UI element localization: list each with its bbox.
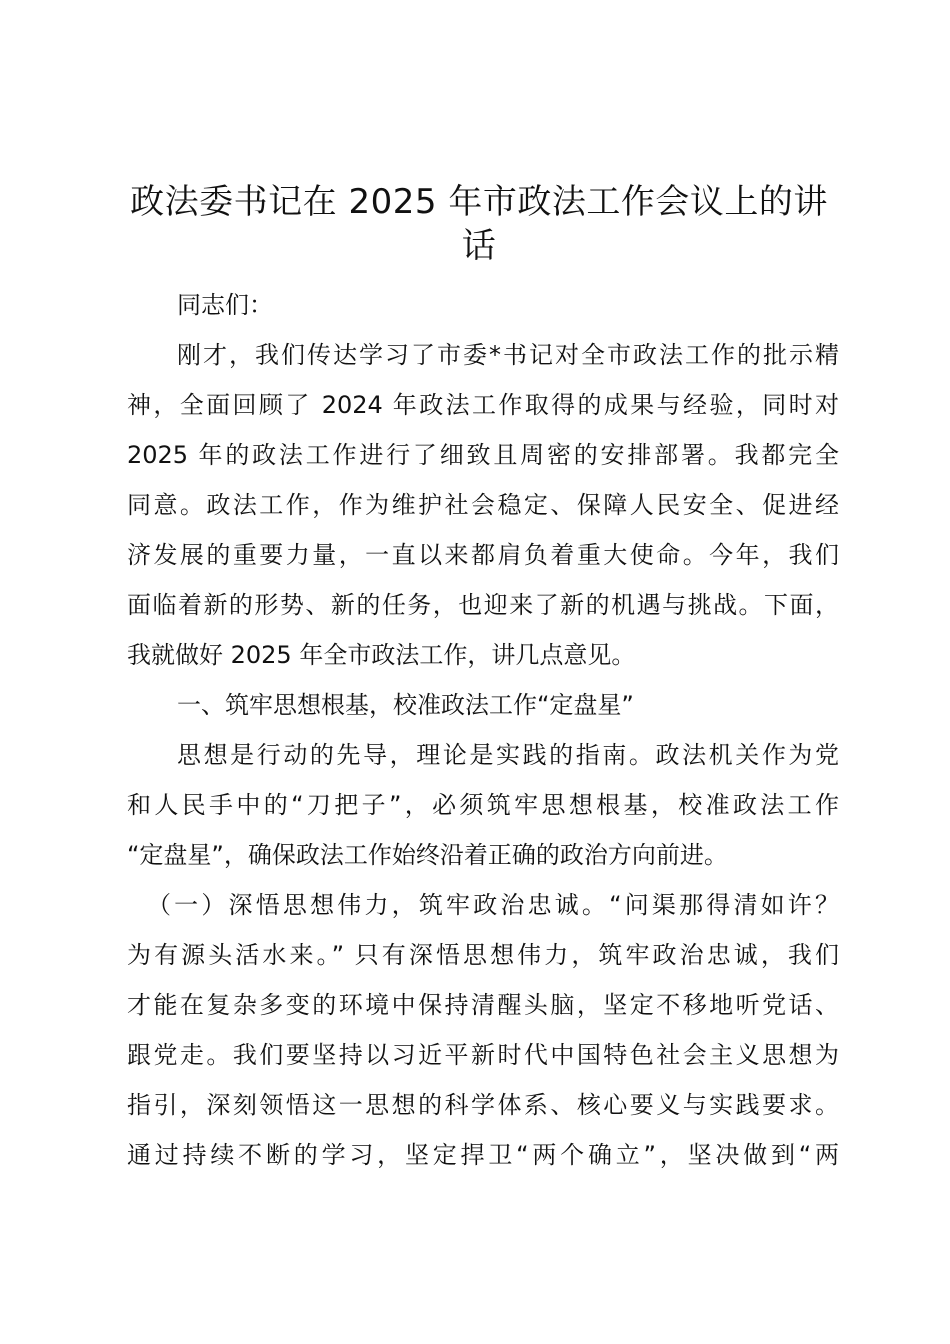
document-title xyxy=(118,180,840,268)
paragraph-line: 2025 年的政法工作进行了细致且周密的安排部署。我都完全 xyxy=(127,441,839,469)
paragraph-line: 指引，深刻领悟这一思想的科学体系、核心要义与实践要求。 xyxy=(127,1091,839,1119)
paragraph-line: 通过持续不断的学习，坚定捍卫“两个确立”，坚决做到“两 xyxy=(127,1141,839,1169)
paragraph-line: 同意。政法工作，作为维护社会稳定、保障人民安全、促进经 xyxy=(127,491,839,519)
paragraph-line: 和人民手中的“刀把子”，必须筑牢思想根基，校准政法工作 xyxy=(127,791,839,819)
paragraph-line: 才能在复杂多变的环境中保持清醒头脑，坚定不移地听党话、 xyxy=(127,991,839,1019)
title-line-1: 政法委书记在 2025 年市政法工作会议上的讲 xyxy=(130,182,828,222)
paragraph-line: 我就做好 2025 年全市政法工作，讲几点意见。 xyxy=(127,641,636,669)
paragraph-line: 为有源头活水来。” 只有深悟思想伟力，筑牢政治忠诚，我们 xyxy=(127,941,839,969)
paragraph-line: “定盘星”，确保政法工作始终沿着正确的政治方向前进。 xyxy=(127,841,728,869)
title-line-2: 话 xyxy=(461,226,497,266)
paragraph-line: 神，全面回顾了 2024 年政法工作取得的成果与经验，同时对 xyxy=(127,391,839,419)
paragraph-line: 思想是行动的先导，理论是实践的指南。政法机关作为党 xyxy=(177,741,839,769)
section-heading: 一、筑牢思想根基，校准政法工作“定盘星” xyxy=(177,691,634,719)
subsection-heading-line: （一）深悟思想伟力，筑牢政治忠诚。“问渠那得清如许？ xyxy=(147,891,839,919)
paragraph-line: 跟党走。我们要坚持以习近平新时代中国特色社会主义思想为 xyxy=(127,1041,839,1069)
paragraph-line: 刚才，我们传达学习了市委*书记对全市政法工作的批示精 xyxy=(177,341,839,369)
paragraph-line: 面临着新的形势、新的任务，也迎来了新的机遇与挑战。下面， xyxy=(127,591,839,619)
paragraph-line: 济发展的重要力量，一直以来都肩负着重大使命。今年，我们 xyxy=(127,541,839,569)
salutation: 同志们： xyxy=(177,291,273,319)
